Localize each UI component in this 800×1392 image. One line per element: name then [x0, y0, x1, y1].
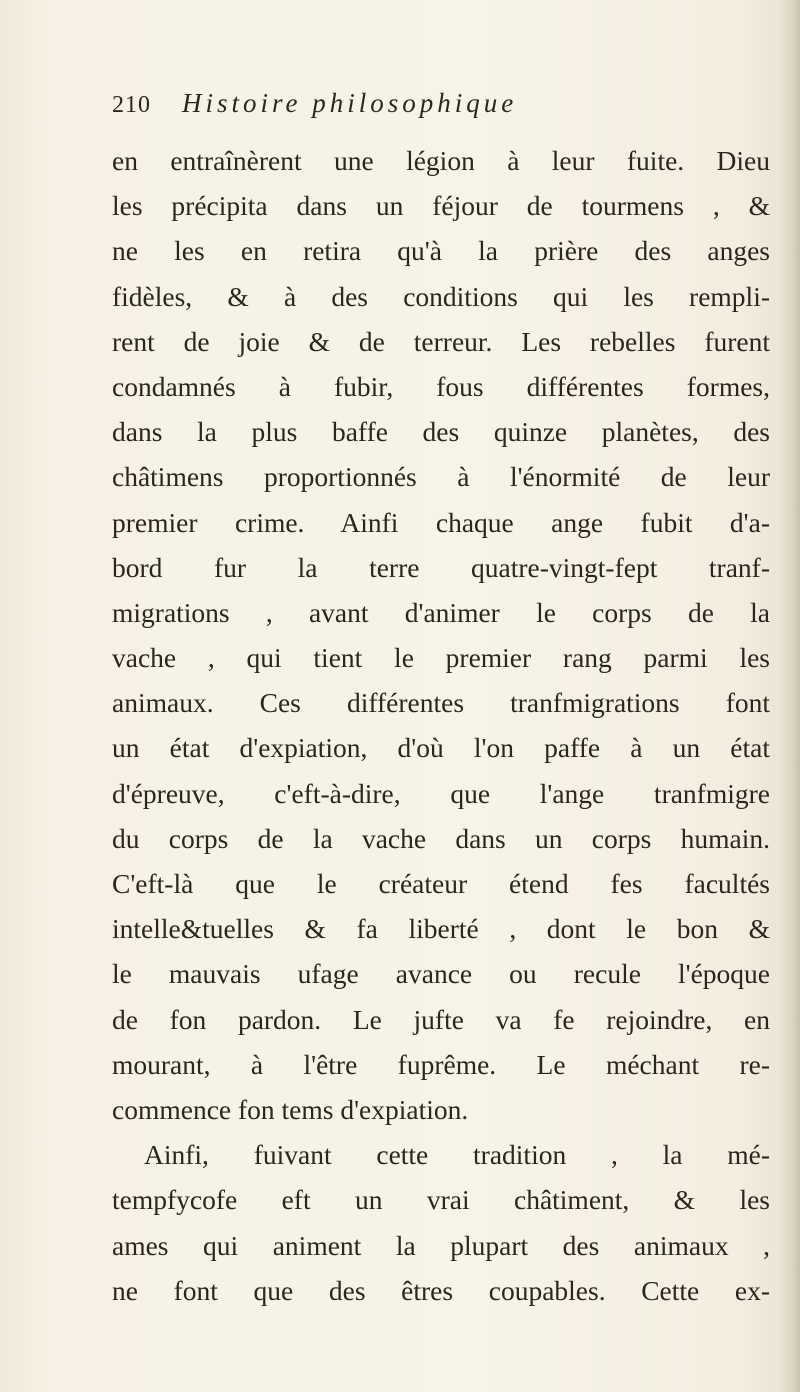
text-line: du corps de la vache dans un corps humain. — [112, 822, 770, 854]
body-text — [112, 138, 770, 1313]
page-number: 210 — [112, 92, 151, 118]
page-edge-shadow — [778, 0, 800, 1392]
text-line: fidèles, & à des conditions qui les rempli- — [112, 280, 770, 312]
text-line: migrations , avant d'animer le corps de la — [112, 596, 770, 628]
text-line: tempfycofe eft un vrai châtiment, & les — [112, 1184, 770, 1216]
text-line: en entraînèrent une légion à leur fuite. Dieu — [112, 145, 770, 176]
text-line: un état d'expiation, d'où l'on paffe à un état — [112, 732, 770, 764]
paragraph-start-line: Ainfi, fuivant cette tradition , la mé- — [144, 1139, 770, 1171]
running-title: Histoire philosophique — [182, 88, 518, 118]
text-line: premier crime. Ainfi chaque ange fubit d'a- — [112, 506, 770, 538]
text-line: bord fur la terre quatre-vingt-fept tranf- — [112, 551, 770, 583]
text-line: rent de joie & de terreur. Les rebelles furent — [112, 325, 770, 357]
text-line: vache , qui tient le premier rang parmi les — [112, 642, 770, 674]
text-line: les précipita dans un féjour de tourmens , & — [112, 190, 770, 222]
text-line: animaux. Ces différentes tranfmigrations font — [112, 687, 770, 719]
text-line: ne les en retira qu'à la prière des anges — [112, 235, 770, 267]
text-line: d'épreuve, c'eft-à-dire, que l'ange tranfmigre — [112, 777, 770, 809]
text-line: mourant, à l'être fuprême. Le méchant re- — [112, 1048, 770, 1080]
text-line: de fon pardon. Le jufte va fe rejoindre, en — [112, 1003, 770, 1035]
text-line: condamnés à fubir, fous différentes formes, — [112, 370, 770, 402]
text-line: C'eft-là que le créateur étend fes facultés — [112, 868, 770, 899]
page-header — [112, 88, 712, 128]
paragraph-end-line: commence fon tems d'expiation. — [112, 1093, 469, 1125]
text-line: ne font que des êtres coupables. Cette ex- — [112, 1274, 770, 1306]
text-line: le mauvais ufage avance ou recule l'époque — [112, 958, 770, 990]
text-line: intelle&tuelles & fa liberté , dont le bon & — [112, 913, 770, 945]
text-line: ames qui animent la plupart des animaux , — [112, 1229, 770, 1261]
text-line: châtimens proportionnés à l'énormité de leur — [112, 461, 770, 493]
text-line: dans la plus baffe des quinze planètes, des — [112, 416, 770, 448]
